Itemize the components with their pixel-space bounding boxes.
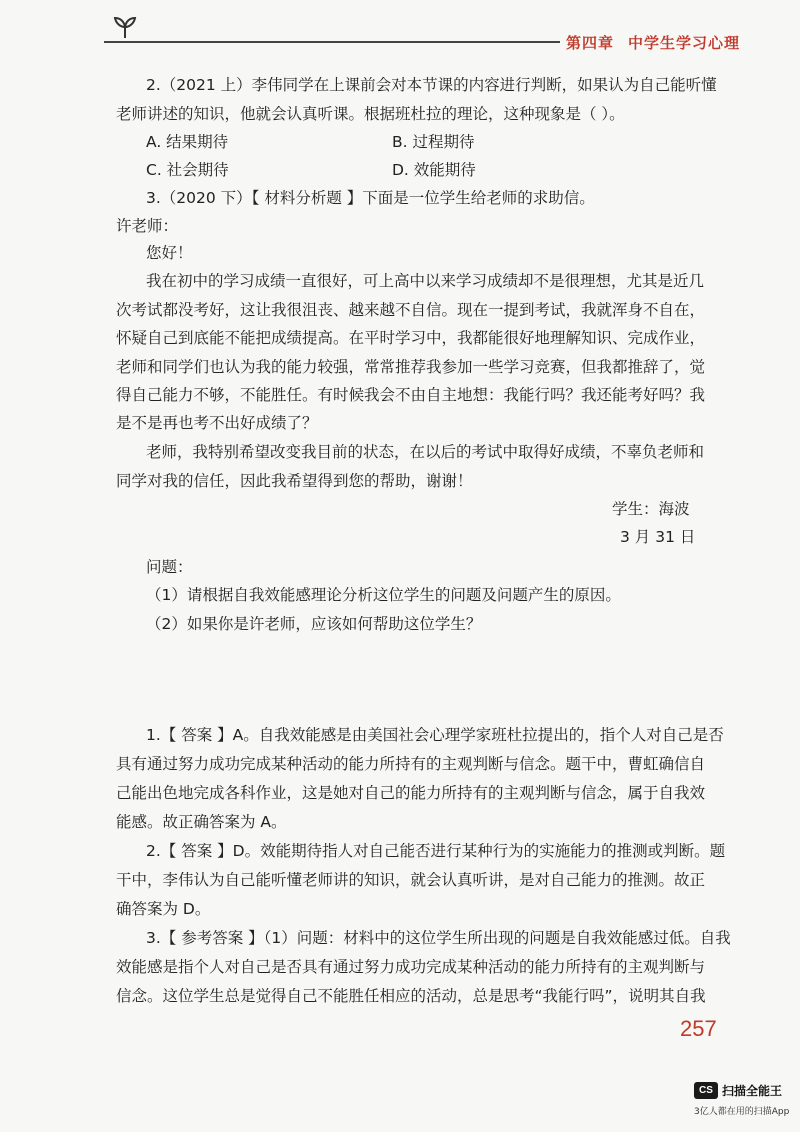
q2-option-b: B. 过程期待 [392, 133, 475, 151]
letter-para1-line: 我在初中的学习成绩一直很好，可上高中以来学习成绩却不是很理想，尤其是近几 [146, 272, 705, 290]
question-item: （1）请根据自我效能感理论分析这位学生的问题及问题产生的原因。 [146, 586, 621, 604]
answer2-line: 确答案为 D。 [116, 900, 211, 918]
q2-option-c: C. 社会期待 [146, 161, 229, 179]
answer3-line: 信念。这位学生总是觉得自己不能胜任相应的活动，总是思考“我能行吗”，说明其自我 [116, 987, 706, 1005]
q2-option-d: D. 效能期待 [392, 161, 476, 179]
chapter-title: 中学生学习心理 [628, 34, 741, 52]
q3-intro: 3.（2020 下）【 材料分析题 】下面是一位学生给老师的求助信。 [146, 189, 595, 207]
letter-date: 3 月 31 日 [620, 528, 696, 546]
letter-para1-line: 老师和同学们也认为我的能力较强，常常推荐我参加一些学习竞赛，但我都推辞了，觉 [116, 358, 706, 376]
q2-line-2: 老师讲述的知识，他就会认真听课。根据班杜拉的理论，这种现象是（ ）。 [116, 105, 625, 123]
watermark-tagline: 3亿人都在用的扫描App [694, 1107, 790, 1117]
letter-greeting: 您好！ [146, 244, 193, 262]
answer1-line: 己能出色地完成各科作业，这是她对自己的能力所持有的主观判断与信念，属于自我效 [116, 784, 706, 802]
answer1-line: 1.【 答案 】A。自我效能感是由美国社会心理学家班杜拉提出的，指个人对自己是否 [146, 726, 724, 744]
letter-para1-line: 次考试都没考好，这让我很沮丧、越来越不自信。现在一提到考试，我就浑身不自在， [116, 301, 706, 319]
letter-para1-line: 怀疑自己到底能不能把成绩提高。在平时学习中，我都能很好地理解知识、完成作业， [116, 329, 706, 347]
answer2-line: 干中，李伟认为自己能听懂老师讲的知识，就会认真听讲，是对自己能力的推测。故正 [116, 871, 706, 889]
answer1-line: 具有通过努力成功完成某种活动的能力所持有的主观判断与信念。题干中，曹虹确信自 [116, 755, 706, 773]
letter-para1-line: 是不是再也考不出好成绩了？ [116, 414, 318, 432]
camscanner-logo-icon: CS [694, 1082, 718, 1099]
letter-salutation: 许老师： [116, 217, 179, 235]
header-rule [104, 41, 560, 43]
answer1-line: 能感。故正确答案为 A。 [116, 813, 287, 831]
letter-signature: 学生：海波 [612, 500, 690, 518]
watermark-app-name: 扫描全能王 [722, 1084, 783, 1098]
page-number: 257 [680, 1016, 717, 1041]
answer3-line: 3.【 参考答案 】（1）问题：材料中的这位学生所出现的问题是自我效能感过低。自我 [146, 929, 731, 947]
letter-para2-line: 老师，我特别希望改变我目前的状态，在以后的考试中取得好成绩，不辜负老师和 [146, 443, 705, 461]
running-header [566, 32, 740, 53]
q2-option-a: A. 结果期待 [146, 133, 229, 151]
chapter-number: 第四章 [566, 34, 615, 52]
answer3-line: 效能感是指个人对自己是否具有通过努力成功完成某种活动的能力所持有的主观判断与 [116, 958, 706, 976]
q2-line-1: 2.（2021 上）李伟同学在上课前会对本节课的内容进行判断，如果认为自己能听懂 [146, 76, 717, 94]
sprout-icon [112, 14, 138, 40]
question-label: 问题： [146, 558, 193, 576]
letter-para2-line: 同学对我的信任，因此我希望得到您的帮助，谢谢！ [116, 472, 473, 490]
answer2-line: 2.【 答案 】D。效能期待指人对自己能否进行某种行为的实施能力的推测或判断。题 [146, 842, 726, 860]
letter-para1-line: 得自己能力不够，不能胜任。有时候我会不由自主地想：我能行吗？我还能考好吗？我 [116, 386, 706, 404]
question-item: （2）如果你是许老师，应该如何帮助这位学生？ [146, 615, 482, 633]
